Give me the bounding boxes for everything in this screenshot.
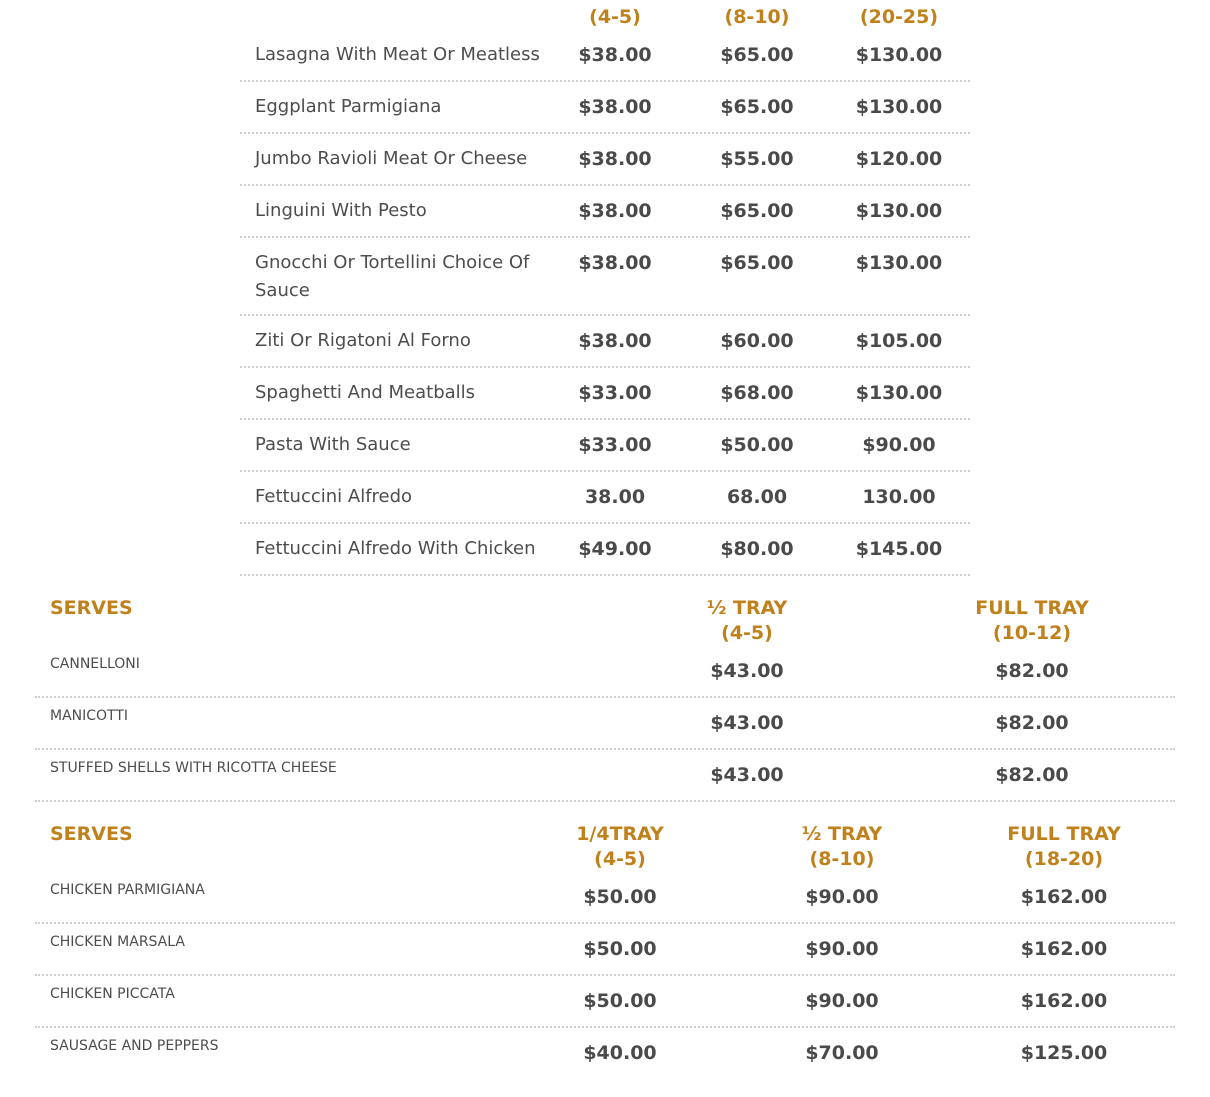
price-half: $90.00 [805,886,879,908]
header-line-serves: (4-5) [721,622,773,644]
item-name: MANICOTTI [50,708,129,724]
item-name: Linguini With Pesto [255,200,427,221]
table-row [35,977,1175,1028]
price-quarter: $49.00 [578,538,652,560]
item-name: CHICKEN PARMIGIANA [50,882,205,898]
price-quarter: $33.00 [578,434,652,456]
price-half: $65.00 [720,44,794,66]
column-header-half-tray [742,822,942,872]
header-line-size: FULL TRAY [1007,823,1121,845]
price-half: $60.00 [720,330,794,352]
table-row [35,647,1175,698]
table-row [240,81,970,134]
price-half: $65.00 [720,200,794,222]
price-quarter: $50.00 [583,938,657,960]
price-full: $162.00 [1020,938,1108,960]
price-half: $70.00 [805,1042,879,1064]
price-quarter: $38.00 [578,252,652,274]
table-row [240,29,970,82]
table-row [35,925,1175,976]
item-name: Fettuccini Alfredo [255,486,413,507]
price-quarter: $38.00 [578,330,652,352]
serves-label: SERVES [50,597,133,619]
table-row [240,133,970,186]
table-row [240,315,970,368]
header-line-size: ½ TRAY [801,823,883,845]
item-name: SAUSAGE AND PEPPERS [50,1038,219,1054]
price-full: $82.00 [995,712,1069,734]
price-half: 68.00 [726,486,788,508]
serves-label: SERVES [50,823,133,845]
column-header-half-tray [647,596,847,646]
item-name: Pasta With Sauce [255,434,411,455]
price-full: $162.00 [1020,886,1108,908]
table-row [240,419,970,472]
column-header-full-tray [964,822,1164,872]
item-name: Eggplant Parmigiana [255,96,442,117]
item-name: CHICKEN MARSALA [50,934,185,950]
column-header-full-tray [932,596,1132,646]
column-header-quarter-tray: (4-5) [589,6,641,28]
item-name: Gnocchi Or Tortellini Choice Of Sauce [255,252,530,301]
price-half: $80.00 [720,538,794,560]
price-half: $43.00 [710,764,784,786]
item-name: CANNELLONI [50,656,140,672]
table-row [240,185,970,238]
price-full: $120.00 [855,148,943,170]
price-quarter: $38.00 [578,148,652,170]
header-line-serves: (8-10) [809,848,875,870]
price-quarter: $50.00 [583,886,657,908]
price-full: $82.00 [995,764,1069,786]
price-full: $145.00 [855,538,943,560]
price-half: $90.00 [805,990,879,1012]
price-quarter: $40.00 [583,1042,657,1064]
price-full: $130.00 [855,44,943,66]
price-full: $130.00 [855,382,943,404]
price-quarter: $38.00 [578,200,652,222]
table-row [35,751,1175,802]
price-full: $125.00 [1020,1042,1108,1064]
table-row [240,523,970,576]
table-row [35,1029,1175,1078]
column-header-quarter-tray [520,822,720,872]
price-full: $162.00 [1020,990,1108,1012]
table-row [240,471,970,524]
price-full: $130.00 [855,252,943,274]
header-line-serves: (10-12) [992,622,1072,644]
price-half: $90.00 [805,938,879,960]
price-full: $90.00 [862,434,936,456]
table-row [240,367,970,420]
price-full: $82.00 [995,660,1069,682]
price-half: $65.00 [720,96,794,118]
item-name: Ziti Or Rigatoni Al Forno [255,330,471,351]
price-half: $43.00 [710,712,784,734]
header-line-size: FULL TRAY [975,597,1089,619]
item-name: CHICKEN PICCATA [50,986,175,1002]
price-half: $55.00 [720,148,794,170]
item-name: Lasagna With Meat Or Meatless [255,44,540,65]
price-quarter: $50.00 [583,990,657,1012]
item-name: STUFFED SHELLS WITH RICOTTA CHEESE [50,760,337,776]
price-quarter: $33.00 [578,382,652,404]
item-name: Spaghetti And Meatballs [255,382,476,403]
item-name: Jumbo Ravioli Meat Or Cheese [255,148,528,169]
price-half: $43.00 [710,660,784,682]
price-full: $130.00 [855,200,943,222]
column-header-full-tray: (20-25) [859,6,939,28]
item-name: Fettuccini Alfredo With Chicken [255,538,536,559]
price-quarter: $38.00 [578,96,652,118]
price-full: $105.00 [855,330,943,352]
table-row [35,699,1175,750]
header-line-serves: (4-5) [594,848,646,870]
column-header-half-tray: (8-10) [724,6,790,28]
price-full: $130.00 [855,96,943,118]
price-half: $68.00 [720,382,794,404]
price-half: $50.00 [720,434,794,456]
price-full: 130.00 [862,486,936,508]
table-row [240,237,970,316]
header-line-serves: (18-20) [1024,848,1104,870]
price-half: $65.00 [720,252,794,274]
table-row [35,873,1175,924]
header-line-size: 1/4TRAY [576,823,664,845]
price-quarter: 38.00 [584,486,646,508]
price-quarter: $38.00 [578,44,652,66]
header-line-size: ½ TRAY [706,597,788,619]
